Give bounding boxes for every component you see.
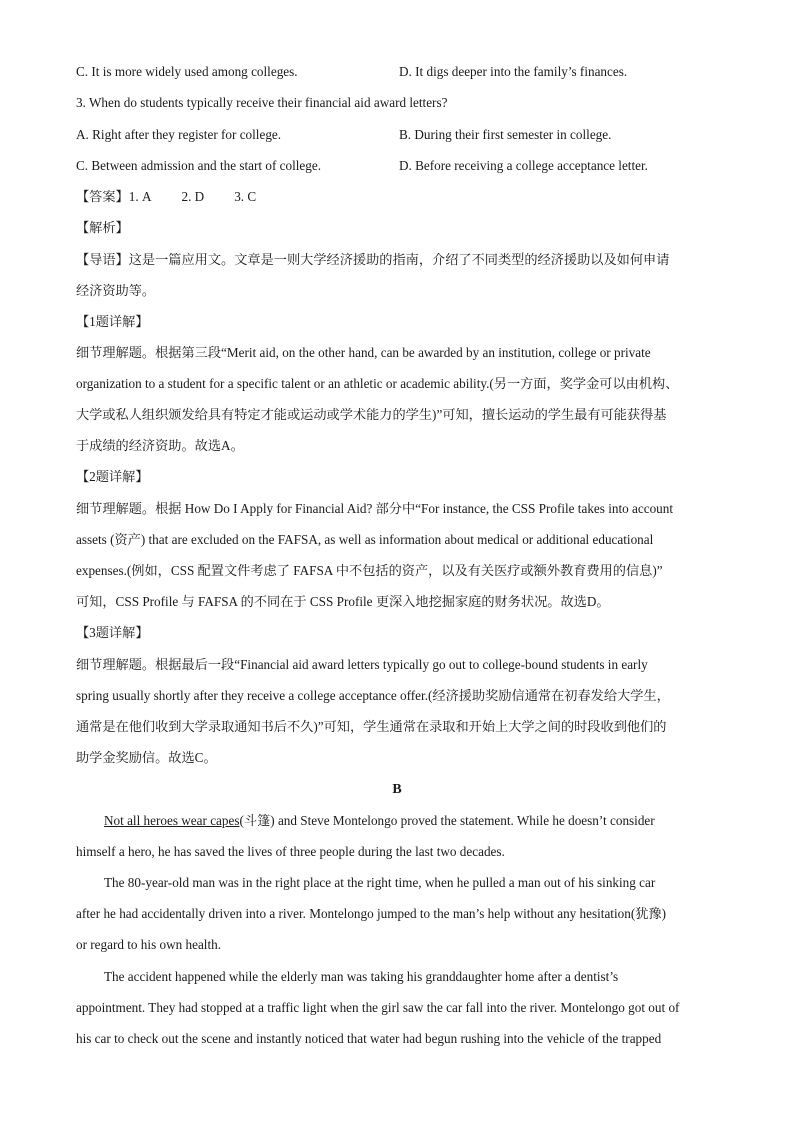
passage-line: The 80-year-old man was in the right place at the right time, when he pulled a man out of his sinking car [104, 875, 656, 890]
q2-option-c: C. It is more widely used among colleges. [76, 64, 298, 79]
q2-option-d: D. It digs deeper into the family’s finances. [399, 64, 628, 79]
q3-question: 3. When do students typically receive their financial aid award letters? [76, 95, 448, 110]
analysis-tag: 【解析】 [76, 220, 129, 235]
answer-3: 3. C [234, 189, 257, 204]
q3-detail-tag: 【3题详解】 [76, 625, 149, 640]
q3-option-b: B. During their first semester in college. [399, 127, 612, 142]
q3-detail-line: 细节理解题。根据最后一段“Financial aid award letters typically go out to college-bound students in early [76, 657, 648, 672]
q2-detail-line: assets (资产) that are excluded on the FAFSA, as well as information about medical or additional educational [76, 532, 654, 547]
q1-detail-line: 细节理解题。根据第三段“Merit aid, on the other hand, can be awarded by an institution, college or private [76, 345, 651, 360]
q3-detail-line: spring usually shortly after they receive a college acceptance offer.(经济援助奖励信通常在初春发给大学生， [76, 688, 670, 703]
passage-line: after he had accidentally driven into a river. Montelongo jumped to the man’s help without any hesitation(犹豫) [76, 906, 666, 921]
section-heading: B [392, 782, 402, 797]
q3-detail-line: 通常是在他们收到大学录取通知书后不久)”可知，学生通常在录取和开始上大学之间的时段收到他们的 [76, 719, 667, 734]
q2-detail-tag: 【2题详解】 [76, 469, 149, 484]
q2-detail-line: expenses.(例如，CSS 配置文件考虑了 FAFSA 中不包括的资产，以及有关医疗或额外教育费用的信息)” [76, 563, 663, 578]
passage-line: appointment. They had stopped at a traffic light when the girl saw the car fall into the river. Montelongo got out of [76, 1000, 680, 1015]
q2-detail-line: 细节理解题。根据 How Do I Apply for Financial Aid? 部分中“For instance, the CSS Profile takes into account [76, 501, 674, 516]
q3-option-a: A. Right after they register for college. [76, 127, 282, 142]
passage-line [104, 812, 655, 830]
q1-detail-tag: 【1题详解】 [76, 314, 149, 329]
passage-line: himself a hero, he has saved the lives of three people during the last two decades. [76, 844, 505, 859]
passage-line: or regard to his own health. [76, 937, 222, 952]
q3-option-c: C. Between admission and the start of college. [76, 158, 322, 173]
q1-detail-line: 大学或私人组织颁发给具有特定才能或运动或学术能力的学生)”可知，擅长运动的学生最有可能获得基 [76, 407, 667, 422]
answer-1: 1. A [128, 189, 152, 204]
q2-detail-line: 可知，CSS Profile 与 FAFSA 的不同在于 CSS Profile 更深入地挖掘家庭的财务状况。故选D。 [76, 594, 610, 609]
q1-detail-line: 于成绩的经济资助。故选A。 [76, 438, 244, 453]
q3-option-d: D. Before receiving a college acceptance letter. [399, 158, 648, 173]
underlined-phrase: Not all heroes wear capes [104, 813, 240, 828]
passage-line: his car to check out the scene and instantly noticed that water had begun rushing into the vehicle of the trapped [76, 1031, 662, 1046]
q3-detail-line: 助学金奖励信。故选C。 [76, 750, 217, 765]
answer-tag: 【答案】 [76, 189, 129, 204]
passage-line: The accident happened while the elderly man was taking his granddaughter home after a dentist’s [104, 969, 619, 984]
answer-line [76, 188, 256, 206]
guide-line-2: 经济资助等。 [76, 283, 156, 298]
guide-line-1: 【导语】这是一篇应用文。文章是一则大学经济援助的指南，介绍了不同类型的经济援助以及如何申请 [76, 252, 670, 267]
q1-detail-line: organization to a student for a specific talent or an athletic or academic ability.(另一方面，奖学金可以由机构、 [76, 376, 679, 391]
passage-text: (斗篷) and Steve Montelongo proved the statement. While he doesn’t consider [239, 813, 655, 828]
answer-2: 2. D [181, 189, 205, 204]
